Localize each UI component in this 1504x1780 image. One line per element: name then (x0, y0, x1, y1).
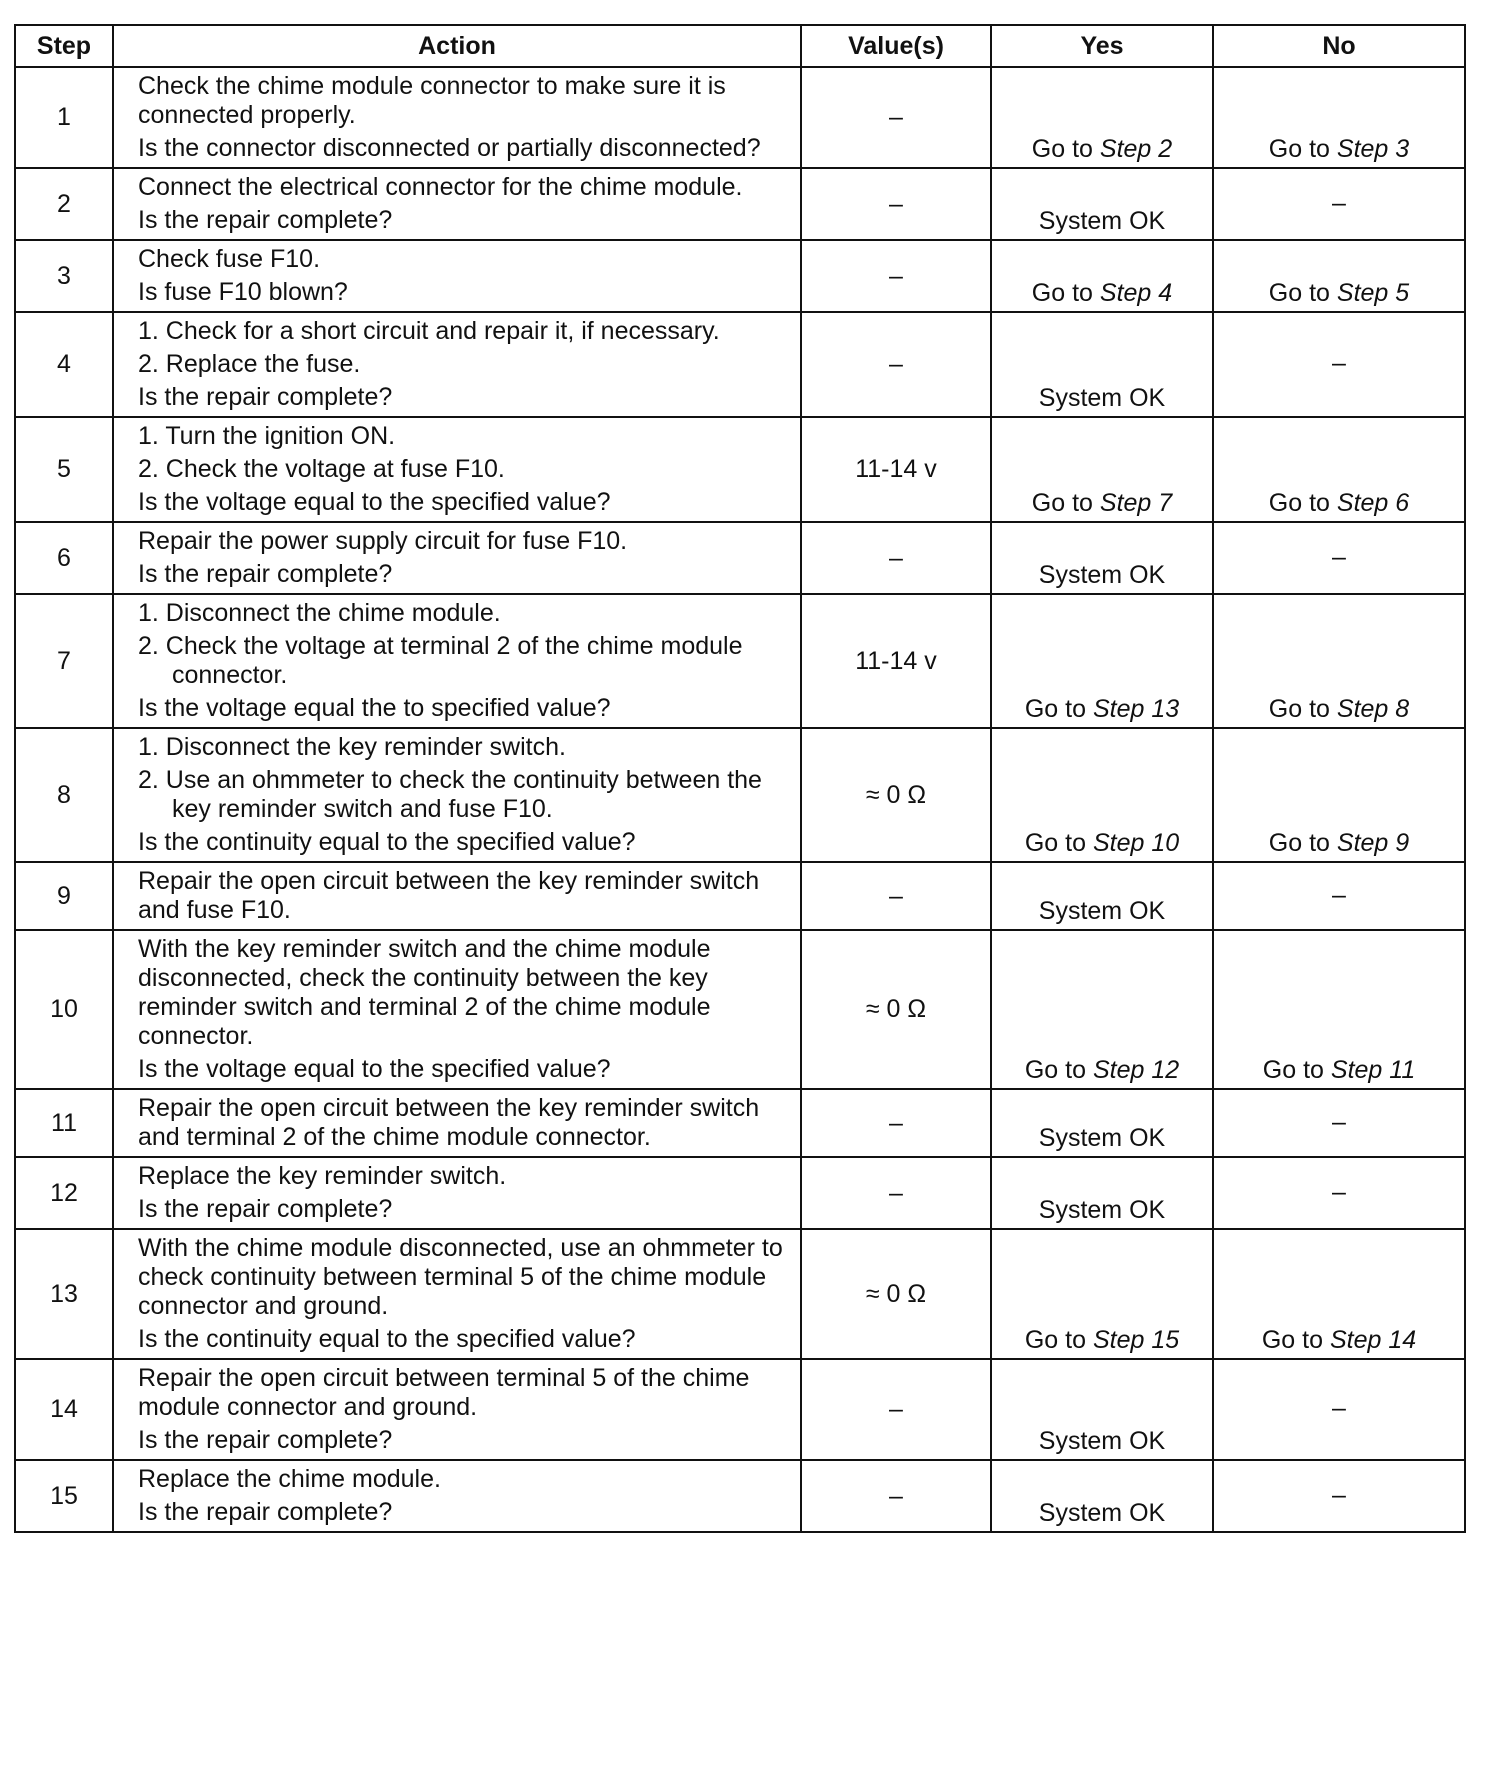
yes-prefix: Go to (1024, 1056, 1086, 1084)
no-prefix: Go to (1268, 279, 1330, 307)
value-cell: 11-14 v (801, 594, 991, 728)
action-text: Repair the open circuit between terminal 5 of the chime module connector and ground. (138, 1364, 750, 1421)
table-row (15, 1089, 1465, 1157)
yes-step-link: Step 2 (1099, 135, 1173, 163)
yes-cell (991, 1089, 1213, 1157)
yes-result: System OK (1038, 561, 1166, 589)
no-cell (1213, 862, 1465, 930)
action-list-item: 1. Disconnect the key reminder switch. (138, 733, 566, 761)
step-number: 1 (15, 67, 113, 168)
value-cell: – (801, 240, 991, 312)
no-prefix: Go to (1261, 1326, 1323, 1354)
no-result: – (1332, 1394, 1346, 1422)
action-cell (113, 1460, 801, 1532)
action-cell (113, 417, 801, 522)
action-text: With the key reminder switch and the chime module disconnected, check the continuity between the key reminder switch and terminal 2 of the chime module connector. (138, 935, 711, 1050)
no-cell (1213, 1089, 1465, 1157)
action-cell (113, 1157, 801, 1229)
header-action: Action (113, 25, 801, 67)
yes-step-link: Step 13 (1092, 695, 1180, 723)
yes-cell (991, 1229, 1213, 1359)
no-result: – (1332, 1480, 1346, 1509)
table-row (15, 594, 1465, 728)
action-list-item: 2. Check the voltage at terminal 2 of the chime module connector. (138, 632, 743, 689)
step-number: 13 (15, 1229, 113, 1359)
value-cell: ≈ 0 Ω (801, 930, 991, 1089)
table-row (15, 1460, 1465, 1532)
value-cell: – (801, 1460, 991, 1532)
action-cell (113, 930, 801, 1089)
action-question: Is fuse F10 blown? (138, 278, 348, 306)
diagnostic-table-container (14, 24, 1464, 1533)
action-list-item: 1. Turn the ignition ON. (138, 422, 396, 450)
action-text: Check fuse F10. (138, 245, 321, 273)
yes-cell (991, 862, 1213, 930)
no-prefix: Go to (1262, 1056, 1324, 1084)
yes-result: System OK (1038, 1499, 1166, 1527)
action-question: Is the repair complete? (138, 206, 393, 234)
action-question: Is the voltage equal to the specified value? (138, 488, 611, 516)
yes-prefix: Go to (1031, 279, 1093, 307)
no-cell (1213, 417, 1465, 522)
yes-prefix: Go to (1031, 135, 1093, 163)
table-row (15, 522, 1465, 594)
no-step-link: Step 3 (1336, 135, 1410, 163)
yes-cell (991, 522, 1213, 594)
yes-cell (991, 1460, 1213, 1532)
action-text: Replace the key reminder switch. (138, 1162, 507, 1190)
no-step-link: Step 14 (1329, 1326, 1417, 1354)
table-row (15, 1157, 1465, 1229)
no-result: – (1332, 1107, 1346, 1136)
no-step-link: Step 9 (1336, 829, 1410, 857)
action-text: Check the chime module connector to make sure it is connected properly. (138, 72, 726, 129)
yes-cell (991, 930, 1213, 1089)
yes-cell (991, 728, 1213, 862)
value-cell: – (801, 522, 991, 594)
table-row (15, 67, 1465, 168)
header-values: Value(s) (801, 25, 991, 67)
yes-result: System OK (1038, 1427, 1166, 1455)
action-question: Is the repair complete? (138, 1195, 393, 1223)
action-list-item: 1. Check for a short circuit and repair it, if necessary. (138, 317, 720, 345)
no-result: – (1332, 1177, 1346, 1206)
action-question: Is the continuity equal to the specified value? (138, 1325, 636, 1353)
header-step: Step (15, 25, 113, 67)
no-cell (1213, 1229, 1465, 1359)
table-row (15, 1359, 1465, 1460)
step-number: 10 (15, 930, 113, 1089)
action-question: Is the voltage equal to the specified value? (138, 1055, 611, 1083)
no-cell (1213, 240, 1465, 312)
action-cell (113, 240, 801, 312)
action-cell (113, 728, 801, 862)
no-cell (1213, 1359, 1465, 1460)
step-number: 4 (15, 312, 113, 417)
action-cell (113, 594, 801, 728)
no-cell (1213, 594, 1465, 728)
yes-cell (991, 1359, 1213, 1460)
value-cell: – (801, 168, 991, 240)
header-yes: Yes (991, 25, 1213, 67)
value-cell: 11-14 v (801, 417, 991, 522)
yes-prefix: Go to (1031, 489, 1093, 517)
no-step-link: Step 11 (1330, 1056, 1416, 1084)
no-prefix: Go to (1268, 829, 1330, 857)
yes-cell (991, 1157, 1213, 1229)
action-cell (113, 67, 801, 168)
step-number: 14 (15, 1359, 113, 1460)
no-step-link: Step 6 (1336, 489, 1410, 517)
yes-cell (991, 67, 1213, 168)
action-cell (113, 1229, 801, 1359)
step-number: 12 (15, 1157, 113, 1229)
yes-prefix: Go to (1024, 829, 1086, 857)
yes-cell (991, 417, 1213, 522)
value-cell: – (801, 1089, 991, 1157)
no-prefix: Go to (1268, 135, 1330, 163)
no-result: – (1332, 880, 1346, 909)
yes-result: System OK (1038, 1124, 1166, 1152)
action-question: Is the continuity equal to the specified value? (138, 828, 636, 856)
yes-step-link: Step 15 (1092, 1326, 1180, 1354)
table-row (15, 862, 1465, 930)
yes-prefix: Go to (1024, 1326, 1086, 1354)
yes-cell (991, 594, 1213, 728)
no-prefix: Go to (1268, 695, 1330, 723)
action-question: Is the repair complete? (138, 383, 393, 411)
no-step-link: Step 5 (1336, 279, 1410, 307)
action-cell (113, 1359, 801, 1460)
action-list-item: 2. Use an ohmmeter to check the continuity between the key reminder switch and fuse F10. (138, 766, 762, 823)
action-cell (113, 312, 801, 417)
value-cell: – (801, 1359, 991, 1460)
header-row (15, 25, 1465, 67)
table-row (15, 1229, 1465, 1359)
value-cell: ≈ 0 Ω (801, 728, 991, 862)
table-row (15, 240, 1465, 312)
no-cell (1213, 1460, 1465, 1532)
yes-result: System OK (1038, 207, 1166, 235)
no-cell (1213, 728, 1465, 862)
action-text: Repair the open circuit between the key reminder switch and terminal 2 of the chime module connector. (138, 1094, 760, 1151)
yes-step-link: Step 10 (1092, 829, 1180, 857)
action-question: Is the connector disconnected or partially disconnected? (138, 134, 761, 162)
value-cell: – (801, 1157, 991, 1229)
action-list-item: 2. Replace the fuse. (138, 350, 361, 378)
action-text: Connect the electrical connector for the chime module. (138, 173, 743, 201)
table-row (15, 168, 1465, 240)
yes-cell (991, 168, 1213, 240)
action-question: Is the repair complete? (138, 560, 393, 588)
action-question: Is the repair complete? (138, 1498, 393, 1526)
step-number: 11 (15, 1089, 113, 1157)
no-step-link: Step 8 (1336, 695, 1410, 723)
action-text: Replace the chime module. (138, 1465, 441, 1493)
no-cell (1213, 312, 1465, 417)
value-cell: – (801, 67, 991, 168)
diagnostic-table (14, 24, 1466, 1533)
action-question: Is the voltage equal the to specified value? (138, 694, 611, 722)
action-cell (113, 1089, 801, 1157)
yes-result: System OK (1038, 897, 1166, 925)
action-cell (113, 168, 801, 240)
no-cell (1213, 930, 1465, 1089)
yes-step-link: Step 12 (1092, 1056, 1180, 1084)
action-cell (113, 862, 801, 930)
step-number: 5 (15, 417, 113, 522)
action-cell (113, 522, 801, 594)
action-text: Repair the power supply circuit for fuse F10. (138, 527, 628, 555)
step-number: 7 (15, 594, 113, 728)
table-row (15, 728, 1465, 862)
no-cell (1213, 67, 1465, 168)
header-no: No (1213, 25, 1465, 67)
no-cell (1213, 168, 1465, 240)
value-cell: – (801, 862, 991, 930)
no-result: – (1332, 188, 1346, 217)
table-row (15, 930, 1465, 1089)
step-number: 3 (15, 240, 113, 312)
table-row (15, 417, 1465, 522)
step-number: 2 (15, 168, 113, 240)
step-number: 9 (15, 862, 113, 930)
no-prefix: Go to (1268, 489, 1330, 517)
no-result: – (1332, 542, 1346, 571)
no-cell (1213, 522, 1465, 594)
step-number: 15 (15, 1460, 113, 1532)
action-list-item: 2. Check the voltage at fuse F10. (138, 455, 505, 483)
action-text: With the chime module disconnected, use an ohmmeter to check continuity between terminal 5 of the chime module connector and ground. (138, 1234, 783, 1320)
no-result: – (1332, 349, 1346, 377)
yes-result: System OK (1038, 384, 1166, 412)
no-cell (1213, 1157, 1465, 1229)
yes-step-link: Step 7 (1099, 489, 1173, 517)
value-cell: ≈ 0 Ω (801, 1229, 991, 1359)
yes-cell (991, 240, 1213, 312)
yes-prefix: Go to (1024, 695, 1086, 723)
action-list-item: 1. Disconnect the chime module. (138, 599, 501, 627)
step-number: 6 (15, 522, 113, 594)
yes-step-link: Step 4 (1099, 279, 1173, 307)
value-cell: – (801, 312, 991, 417)
action-question: Is the repair complete? (138, 1426, 393, 1454)
yes-result: System OK (1038, 1196, 1166, 1224)
step-number: 8 (15, 728, 113, 862)
table-row (15, 312, 1465, 417)
yes-cell (991, 312, 1213, 417)
action-text: Repair the open circuit between the key reminder switch and fuse F10. (138, 867, 760, 924)
